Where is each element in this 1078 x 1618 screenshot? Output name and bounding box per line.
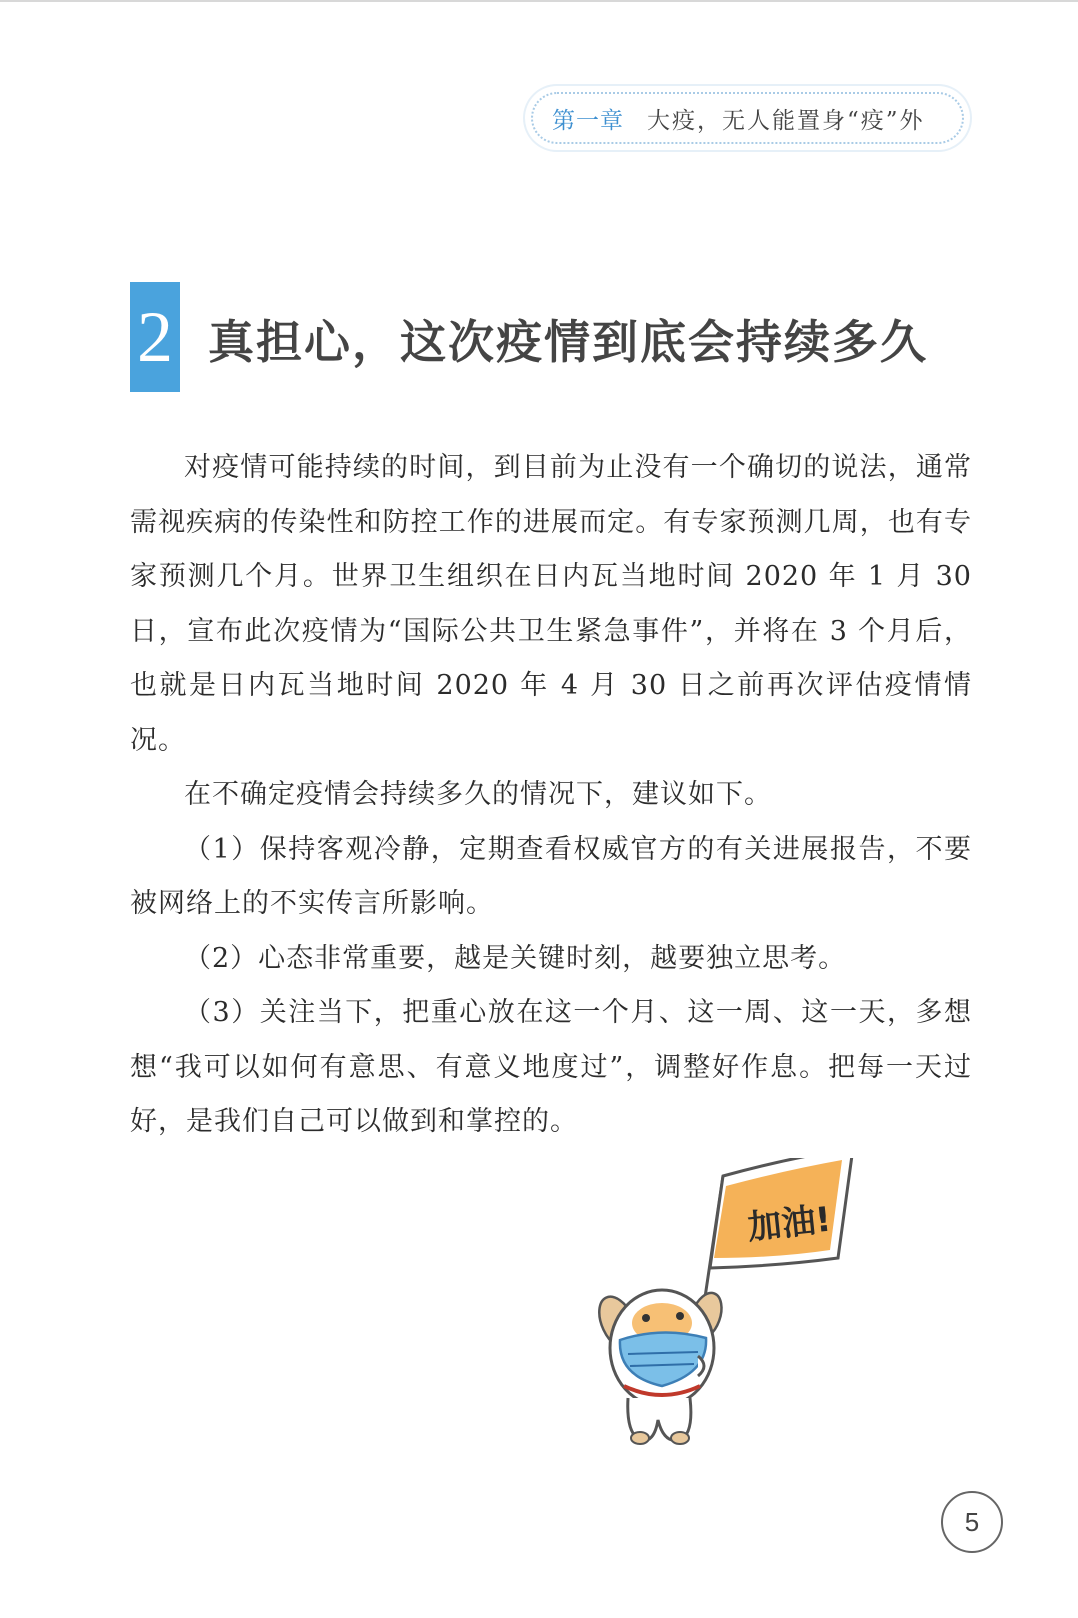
paragraph-item-3: （3）关注当下，把重心放在这一个月、这一周、这一天，多想想“我可以如何有意思、有意义地度过”，调整好作息。把每一天过好，是我们自己可以做到和掌控的。 (130, 997, 972, 1137)
right-foot (671, 1432, 689, 1444)
section-title: 真担心，这次疫情到底会持续多久 (208, 315, 928, 369)
body-text (130, 441, 972, 1150)
page-number: 5 (941, 1491, 1003, 1553)
paragraph-item-1: （1）保持客观冷静，定期查看权威官方的有关进展报告，不要被网络上的不实传言所影响。 (130, 833, 972, 919)
left-eye (642, 1314, 650, 1322)
paragraph-item-2: （2）心态非常重要，越是关键时刻，越要独立思考。 (184, 942, 847, 974)
paragraph-intro: 对疫情可能持续的时间，到目前为止没有一个确切的说法，通常需视疾病的传染性和防控工作的进展而定。有专家预测几周，也有专家预测几个月。世界卫生组织在日内瓦当地时间 2020 年 1 月 30 日，宣布此次疫情为“国际公共卫生紧急事件”，并将在 3 个月后，也就是日内瓦当地时间 2020 年 4 月 30 日之前再次评估疫情情况。 (130, 452, 972, 756)
cheer-illustration (598, 1158, 888, 1448)
chapter-title: 大疫，无人能置身“疫”外 (647, 108, 925, 134)
section-number-box (130, 282, 180, 392)
flag-text: 加油! (745, 1199, 833, 1249)
chapter-banner (525, 86, 970, 150)
paragraph-suggestion-lead: 在不确定疫情会持续多久的情况下，建议如下。 (184, 779, 772, 810)
top-rule (0, 0, 1078, 2)
right-eye (676, 1312, 684, 1320)
left-foot (631, 1432, 649, 1444)
section-number: 2 (137, 297, 173, 377)
chapter-label: 第一章 (552, 107, 624, 133)
